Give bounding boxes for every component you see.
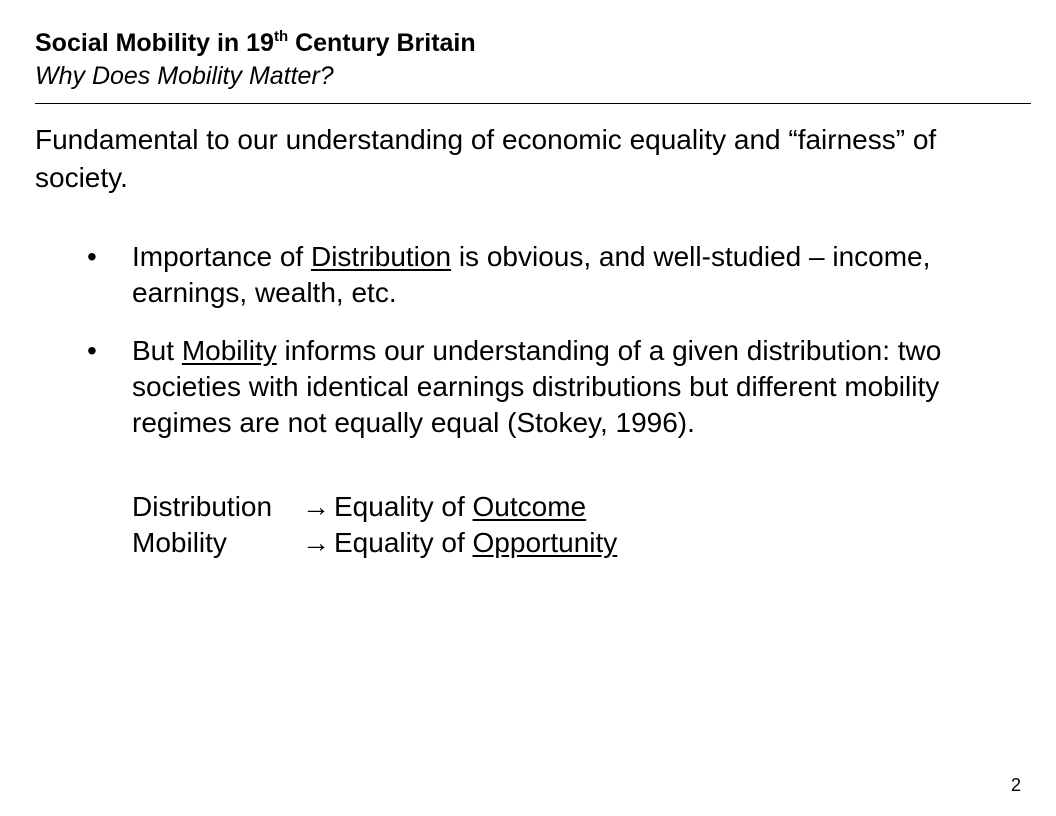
right-arrow-icon: → xyxy=(302,527,330,558)
bullet-marker: • xyxy=(87,335,97,366)
header-divider xyxy=(35,103,1031,104)
bullet-item-mobility xyxy=(87,333,1037,441)
comparison-left-label: Distribution xyxy=(132,491,273,522)
right-arrow-icon: → xyxy=(302,491,330,522)
comparison-right-text: Equality of xyxy=(334,491,473,522)
slide-header xyxy=(35,26,1025,92)
comparison-term-opportunity: Opportunity xyxy=(472,527,618,558)
page-number: 2 xyxy=(1011,775,1022,795)
bullet-text-end: is obvious, and well-studied – income, earnings, wealth, etc. xyxy=(132,241,931,308)
page-title xyxy=(35,26,1025,60)
comparison-block xyxy=(132,489,617,561)
comparison-term-outcome: Outcome xyxy=(472,491,587,522)
bullet-marker: • xyxy=(87,241,97,272)
bullet-text-end: informs our understanding of a given distribution: two societies with identical earnings distributions but different mobility regimes are not equally equal (Stokey, 1996). xyxy=(132,335,942,438)
comparison-row-distribution xyxy=(132,489,617,525)
bullet-list xyxy=(0,239,1056,463)
bullet-text-start: Importance of xyxy=(132,241,311,272)
comparison-right-label xyxy=(334,489,586,525)
bullet-item-distribution xyxy=(87,239,1037,311)
comparison-left-label: Mobility xyxy=(132,527,227,558)
bullet-text-start: But xyxy=(132,335,182,366)
comparison-row-mobility xyxy=(132,525,617,561)
bullet-term-distribution: Distribution xyxy=(310,241,452,272)
title-superscript: th xyxy=(273,28,289,45)
page-subtitle: Why Does Mobility Matter? xyxy=(35,62,334,90)
bullet-term-mobility: Mobility xyxy=(181,335,277,366)
comparison-right-label xyxy=(334,525,617,561)
title-text-start: Social Mobility in 19 xyxy=(35,29,274,57)
intro-paragraph: Fundamental to our understanding of economic equality and “fairness” of society. xyxy=(35,124,937,193)
comparison-right-text: Equality of xyxy=(334,527,473,558)
title-text-end: Century Britain xyxy=(288,29,476,57)
